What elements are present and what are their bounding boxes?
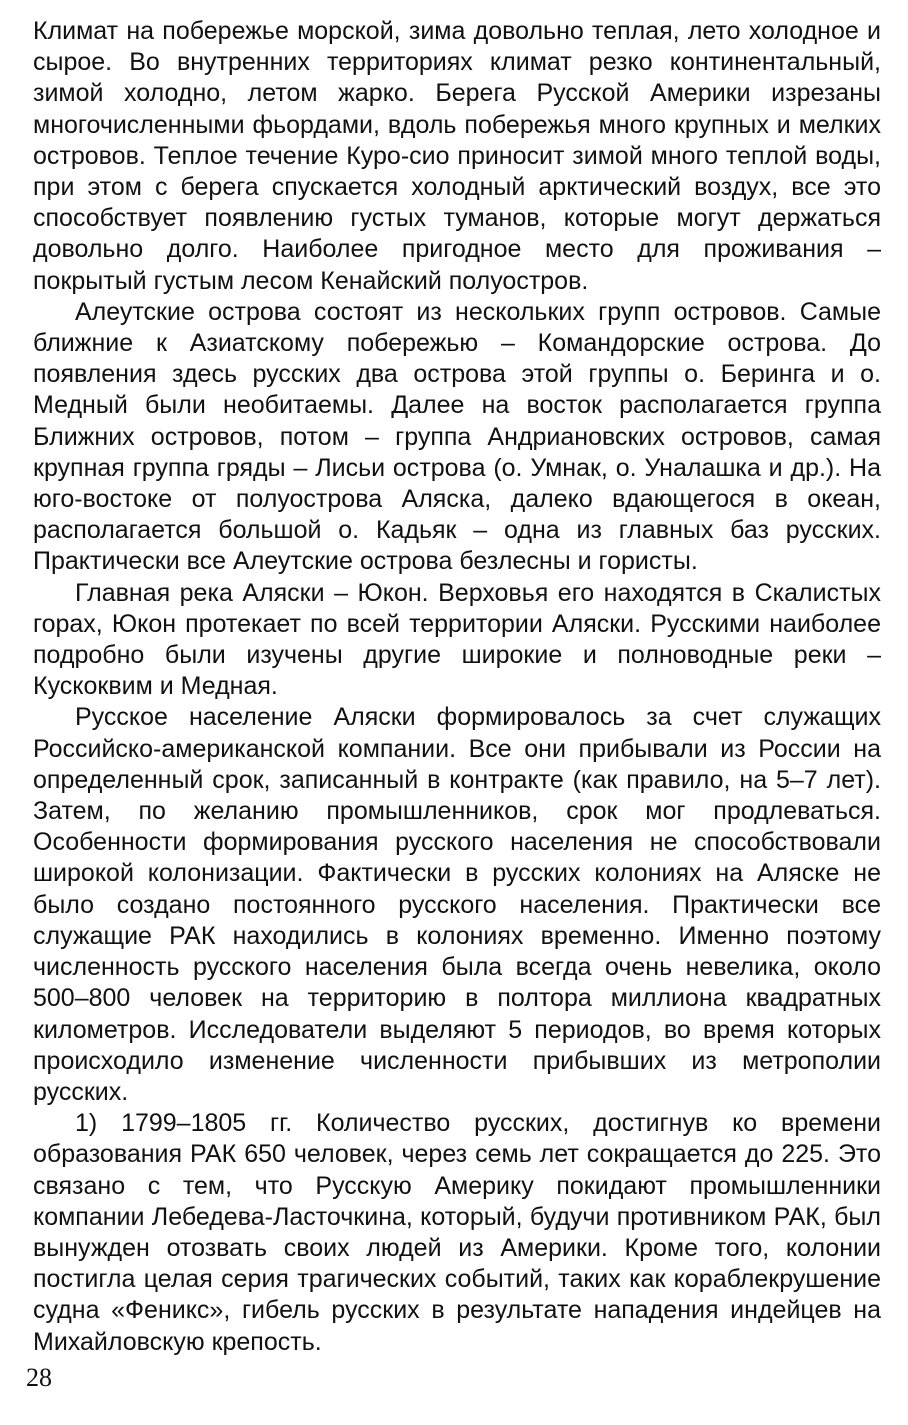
paragraph-yukon-river: Главная река Аляски – Юкон. Верховья его находятся в Скалистых горах, Юкон протекает по всей территории Аляски. Русскими наиболее подробно были изучены другие широкие и полноводные реки – Кускоквим и Медная. [33,578,881,701]
page-number: 28 [26,1363,52,1392]
paragraph-climate: Климат на побережье морской, зима довольно теплая, лето холодное и сырое. Во внутренних территориях климат резко континентальный, зимой холодно, летом жарко. Берега Русской Америки изрезаны многочисленными фьордами, вдоль побережья много крупных и мелких островов. Теплое течение Куро-сио приносит зимой много теплой воды, при этом с берега спускается холодный арктический воздух, все это способствует появлению густых туманов, которые могут держаться довольно долго. Наиболее пригодное место для проживания – покрытый густым лесом Кенайский полуостров. [33,17,881,295]
paragraph-period-1: 1) 1799–1805 гг. Количество русских, достигнув ко времени образования РАК 650 человек, через семь лет сокращается до 225. Это связано с тем, что Русскую Америку покидают промышленники компании Лебедева-Ласточкина, который, будучи противником РАК, был вынужден отозвать своих людей из Америки. Кроме того, колонии постигла целая серия трагических событий, таких как кораблекрушение судна «Феникс», гибель русских в результате нападения индейцев на Михайловскую крепость. [33,1109,881,1356]
paragraph-aleutian-islands: Алеутские острова состоят из нескольких групп островов. Самые ближние к Азиатскому побережью – Командорские острова. До появления здесь русских два острова этой группы о. Беринга и о. Медный были необитаемы. Далее на восток располагается группа Ближних островов, потом – группа Андриановских островов, самая крупная группа гряды – Лисьи острова (о. Умнак, о. Уналашка и др.). На юго-востоке от полуострова Аляска, далеко вдающегося в океан, располагается большой о. Кадьяк – одна из главных баз русских. Практически все Алеутские острова безлесны и гористы. [33,297,881,576]
page-body [33,16,881,1358]
paragraph-russian-population: Русское население Аляски формировалось за счет служащих Российско-американской компании. Все они прибывали из России на определенный срок, записанный в контракте (как правило, на 5–7 лет). Затем, по желанию промышленников, срок мог продлеваться. Особенности формирования русского населения не способствовали широкой колонизации. Фактически в русских колониях на Аляске не было создано постоянного русского населения. Практически все служащие РАК находились в колониях временно. Именно поэтому численность русского населения была всегда очень невелика, около 500–800 человек на территорию в полтора миллиона квадратных километров. Исследователи выделяют 5 периодов, во время которых происходило изменение численности прибывших из метрополии русских. [33,703,881,1106]
